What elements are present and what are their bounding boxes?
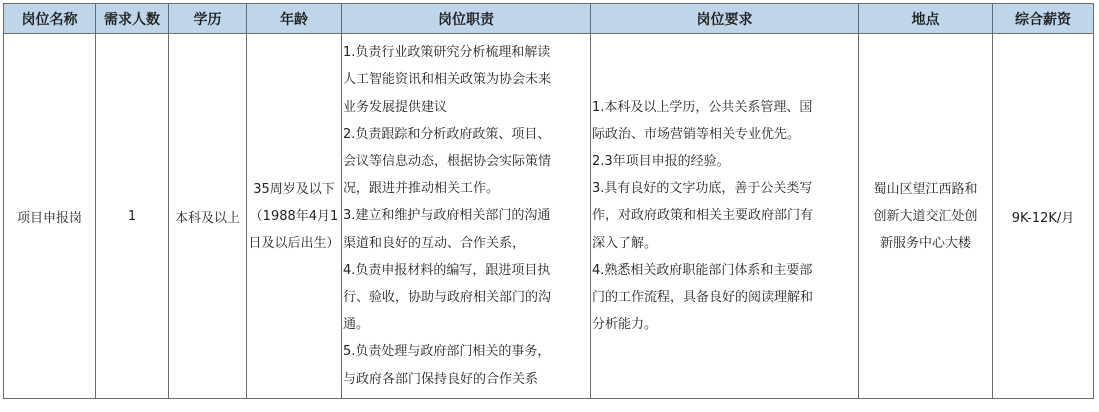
duties-line: 通。 <box>343 317 370 333</box>
cell-requirements <box>591 34 859 399</box>
duties-line: 1.负责行业政策研究分析梳理和解读 <box>343 45 551 61</box>
duties-line: 与政府各部门保持良好的合作关系 <box>343 371 539 387</box>
duties-line: 人工智能资讯和相关政策为协会未来 <box>343 72 552 88</box>
location-line: 蜀山区望江西路和 <box>873 181 978 197</box>
requirements-line: 2.3年项目申报的经验。 <box>592 153 730 169</box>
duties-line: 行、验收，协助与政府相关部门的沟 <box>343 290 552 305</box>
age-line: 35周岁及以下 <box>253 181 335 197</box>
header-location: 地点 <box>859 4 993 34</box>
header-row <box>4 4 1094 34</box>
age-line: 日及以后出生） <box>248 235 340 251</box>
requirements-line: 门的工作流程，具备良好的阅读理解和 <box>592 290 814 305</box>
cell-position: 项目申报岗 <box>4 34 96 399</box>
location-line: 创新大道交汇处创 <box>873 208 978 224</box>
header-position: 岗位名称 <box>4 4 96 34</box>
requirements-line: 4.熟悉相关政府职能部门体系和主要部 <box>592 262 813 278</box>
duties-line: 5.负责处理与政府部门相关的事务， <box>343 344 551 360</box>
cell-salary: 9K-12K/月 <box>993 34 1094 399</box>
duties-line: 会议等信息动态，根据协会实际策情 <box>343 153 552 169</box>
header-age: 年龄 <box>247 4 342 34</box>
duties-line: 业务发展提供建议 <box>343 99 448 115</box>
duties-line: 4.负责申报材料的编写，跟进项目执 <box>343 262 551 278</box>
table-row <box>4 34 1094 399</box>
header-requirements: 岗位要求 <box>591 4 859 34</box>
cell-age <box>247 34 342 399</box>
header-salary: 综合薪资 <box>993 4 1094 34</box>
requirements-line: 3.具有良好的文字功底，善于公关类写 <box>592 181 813 197</box>
job-table <box>3 3 1094 399</box>
cell-duties <box>342 34 591 399</box>
age-line: （1988年4月1 <box>249 208 339 224</box>
cell-education: 本科及以上 <box>169 34 247 399</box>
cell-location <box>859 34 993 399</box>
requirements-line: 1.本科及以上学历，公共关系管理、国 <box>592 99 813 115</box>
requirements-line: 深入了解。 <box>592 235 658 251</box>
requirements-line: 分析能力。 <box>592 317 658 333</box>
header-count: 需求人数 <box>96 4 169 34</box>
header-duties: 岗位职责 <box>342 4 591 34</box>
duties-line: 况，跟进并推动相关工作。 <box>343 181 500 197</box>
requirements-line: 作，对政府政策和相关主要政府部门有 <box>592 208 814 224</box>
duties-line: 渠道和良好的互动、合作关系， <box>343 235 526 251</box>
duties-line: 2.负责跟踪和分析政府政策、项目、 <box>343 126 551 142</box>
header-education: 学历 <box>169 4 247 34</box>
location-line: 新服务中心大楼 <box>879 235 971 251</box>
cell-count: 1 <box>96 34 169 399</box>
requirements-line: 际政治、市场营销等相关专业优先。 <box>592 126 801 142</box>
duties-line: 3.建立和维护与政府相关部门的沟通 <box>343 208 551 224</box>
